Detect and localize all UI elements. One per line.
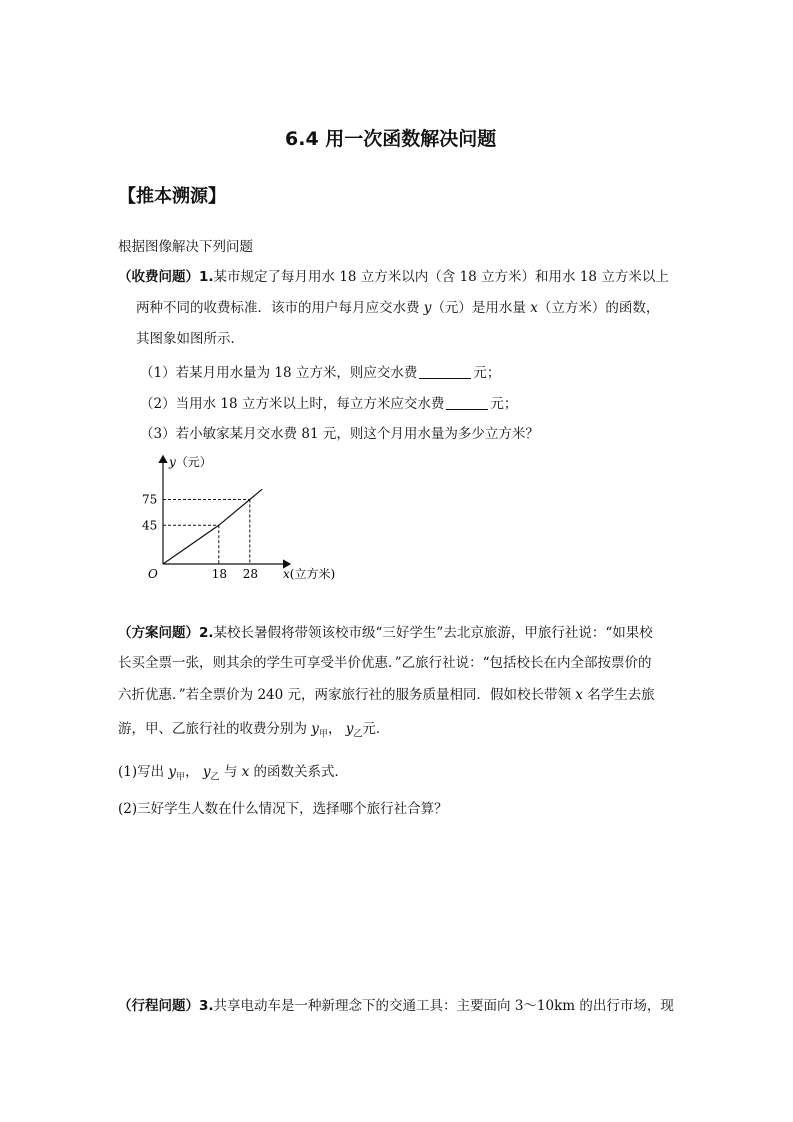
q2-tag: （方案问题） xyxy=(118,625,199,641)
q1-sub2: （2）当用水 18 立方米以上时，每立方米应交水费 元； xyxy=(140,396,518,412)
q2-line3: 六折优惠．”若全票价为 240 元，两家旅行社的服务质量相同．假如校长带领 x 名学生去旅 xyxy=(118,687,655,703)
x-axis-var: x xyxy=(283,567,290,581)
q1-line3: 其图象如图所示． xyxy=(136,331,244,347)
q1-sub1: （1）若某月用水量为 18 立方米，则应交水费 元； xyxy=(140,365,501,381)
var-y-yi: y xyxy=(345,721,354,737)
q1-text1: 某市规定了每月用水 18 立方米以内（含 18 立方米）和用水 18 立方米以上 xyxy=(213,269,669,285)
section-heading: 【推本溯源】 xyxy=(118,186,226,207)
y-axis-unit: （元） xyxy=(175,455,212,469)
q2-sub2: (2)三好学生人数在什么情况下，选择哪个旅行社合算？ xyxy=(118,801,448,817)
intro-text: 根据图像解决下列问题 xyxy=(118,239,253,255)
var-y: y xyxy=(423,300,432,316)
q1-num: 1. xyxy=(199,269,214,285)
q3-num: 3. xyxy=(199,998,214,1014)
water-fee-graph xyxy=(130,448,360,588)
q2-sub1: (1)写出 $y_甲$， $y_乙$ 与 x 的函数关系式． xyxy=(118,764,349,783)
q2-line2: 长买全票一张，则其余的学生可享受半价优惠．”乙旅行社说：“包括校长在内全部按票价的 xyxy=(118,655,652,671)
x-axis-unit: (立方米) xyxy=(289,567,336,581)
y-axis-var: y xyxy=(169,455,176,469)
var-y-jia: y xyxy=(311,721,319,737)
y-axis-label xyxy=(168,455,212,469)
q1-sub3: （3）若小敏家某月交水费 81 元，则这个月用水量为多少立方米？ xyxy=(140,426,539,442)
q1-line1 xyxy=(118,271,669,285)
y-tick-label: 75 xyxy=(142,492,158,507)
answer-blank-2[interactable] xyxy=(446,397,488,410)
var-x: x xyxy=(530,300,538,316)
q2-line1: （方案问题）2.某校长暑假将带领该校市级“三好学生”去北京旅游，甲旅行社说：“如果校 xyxy=(118,625,653,641)
x-tick-label: 28 xyxy=(242,567,259,581)
q2-line4: 游，甲、乙旅行社的收费分别为 $y_甲$， $y_乙$元． xyxy=(118,721,390,740)
var-x: x xyxy=(575,687,583,703)
q1-line2: 两种不同的收费标准．该市的用户每月应交水费 y（元）是用水量 x（立方米）的函数， xyxy=(136,300,660,316)
q2-num: 2. xyxy=(199,625,214,641)
x-axis-label xyxy=(283,566,335,581)
origin-label: O xyxy=(148,567,158,581)
fee-line xyxy=(163,489,262,564)
q3-tag: （行程问题） xyxy=(118,998,199,1014)
q3-line1: （行程问题）3.共享电动车是一种新理念下的交通工具：主要面向 3～10km 的出行市场，现 xyxy=(118,998,674,1014)
page-title: 6.4 用一次函数解决问题 xyxy=(285,128,497,150)
q1-tag: （收费问题） xyxy=(118,269,199,285)
answer-blank-1[interactable] xyxy=(419,366,471,379)
x-tick-label: 18 xyxy=(211,567,228,581)
y-tick-label: 45 xyxy=(142,518,158,533)
